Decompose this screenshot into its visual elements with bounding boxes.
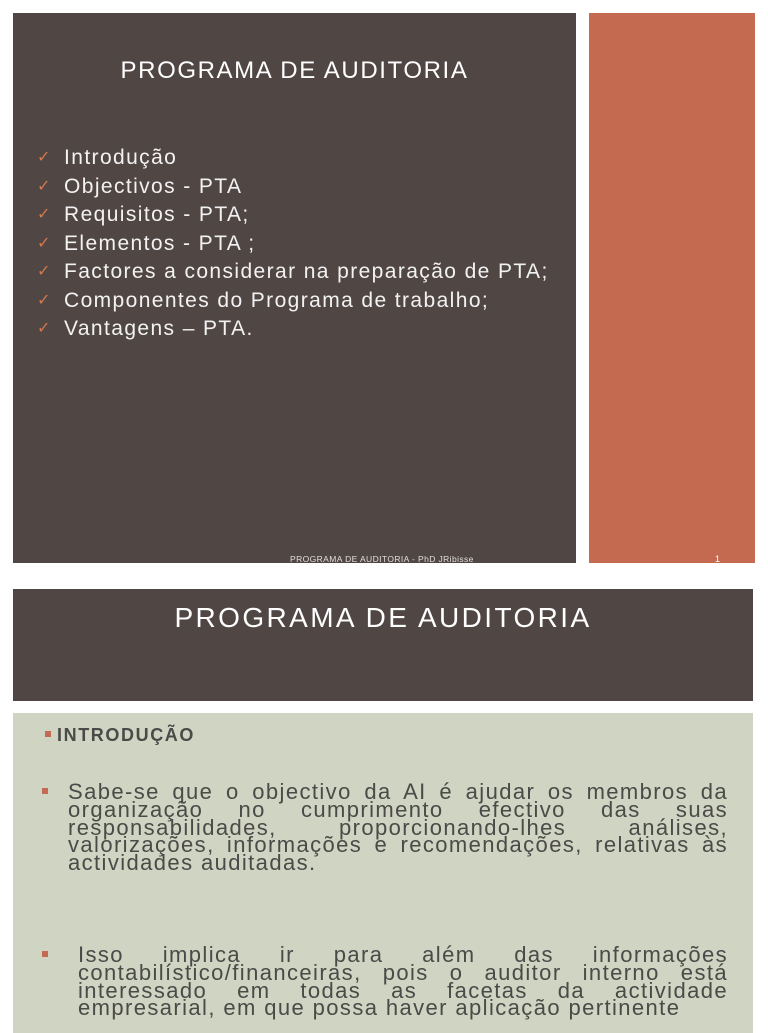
check-icon: ✓ [37,291,52,309]
agenda-item: ✓ Objectivos - PTA [37,174,243,198]
agenda-item: ✓ Componentes do Programa de trabalho; [37,288,490,312]
check-icon: ✓ [37,206,52,223]
paragraph: Isso implica ir para além das informações contabilístico/financeiras, pois o auditor interno está interessado em todas as facetas da actividade empresarial, em que possa haver aplicação pertinente [42,946,728,1017]
check-icon: ✓ [37,320,52,337]
check-icon: ✓ [37,263,52,280]
bullet-square-icon [42,951,48,957]
slide-2-header [13,589,753,701]
check-icon: ✓ [37,234,52,252]
agenda-item: ✓ Elementos - PTA ; [37,231,256,255]
check-icon: ✓ [37,177,52,195]
bullet-square-icon [42,788,48,794]
slide-number: 1 [714,554,720,564]
slide-1-main-panel [13,13,576,563]
slide-1-agenda-list [35,146,562,349]
paragraph: Sabe-se que o objectivo da AI é ajudar os membros da organização no cumprimento efectivo das suas responsabilidades, proporcionando-lhes análises, valorizações, informações e recomendações, relativas às actividades auditadas. [42,783,728,872]
slide-1-accent-panel [589,13,755,563]
slide-2-body [13,713,753,1033]
agenda-item: ✓ Vantagens – PTA. [37,317,254,340]
section-heading: INTRODUÇÃO [45,725,195,746]
agenda-item: ✓ Factores a considerar na preparação de PTA; [37,260,549,283]
slide-2-title: PROGRAMA DE AUDITORIA [174,602,592,633]
agenda-item: ✓ Requisitos - PTA; [37,203,250,226]
bullet-square-icon [45,731,51,737]
check-icon: ✓ [37,149,52,166]
slide-1-title: PROGRAMA DE AUDITORIA [120,57,469,84]
agenda-item: ✓ Introdução [37,146,178,169]
slide-1-footer: PROGRAMA DE AUDITORIA - PhD JRibisse [290,554,474,564]
